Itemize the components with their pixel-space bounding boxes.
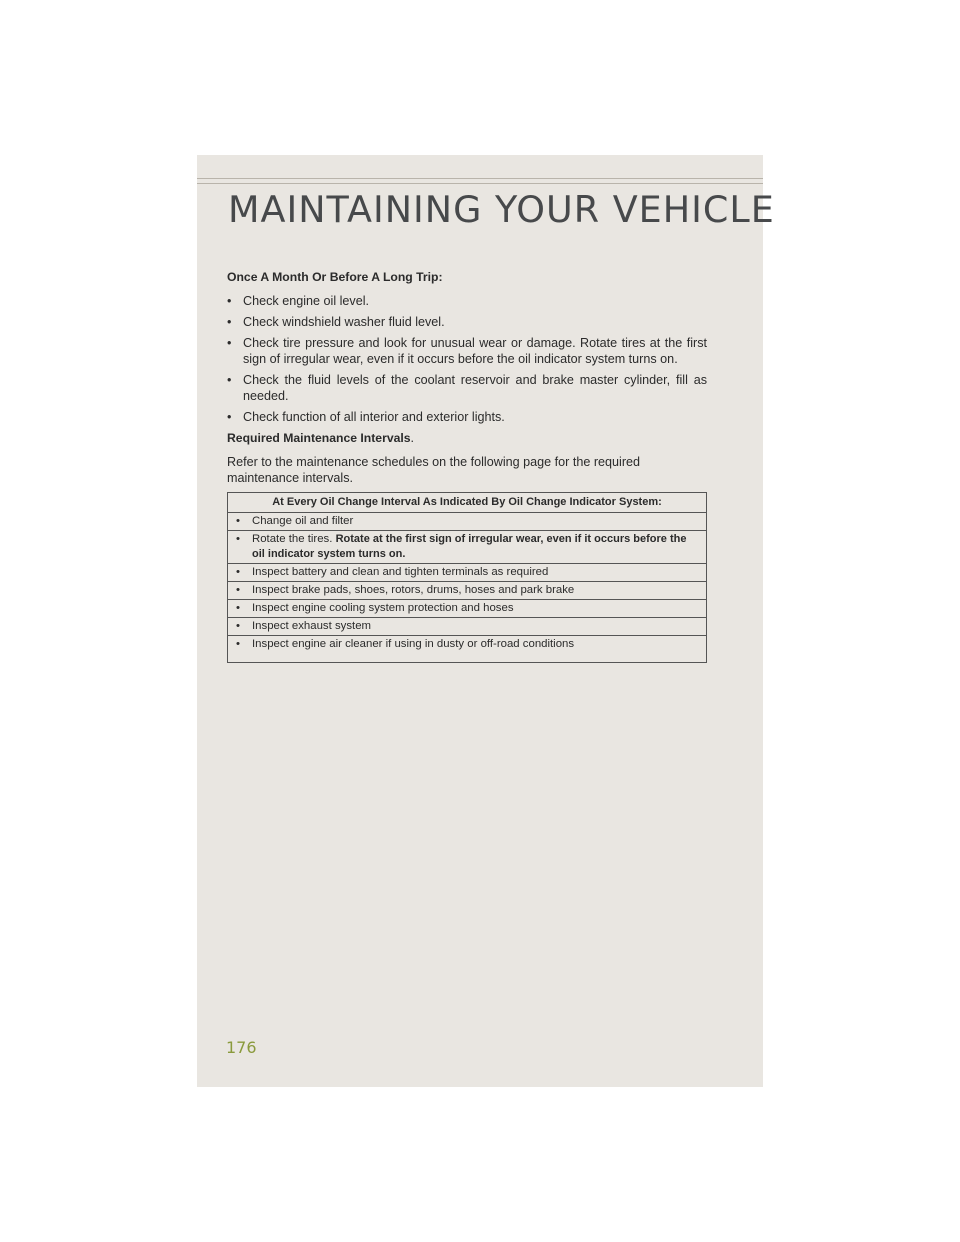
table-cell-text: Inspect engine air cleaner if using in dusty or off-road conditions — [252, 638, 575, 650]
list-item — [227, 372, 707, 404]
list-item — [227, 409, 707, 425]
table-cell-text: Inspect engine cooling system protection and hoses — [252, 602, 514, 614]
header-rule-bottom — [197, 183, 763, 184]
monthly-heading: Once A Month Or Before A Long Trip: — [227, 270, 443, 284]
table-cell-text: Change oil and filter — [252, 515, 354, 527]
intervals-paragraph: Refer to the maintenance schedules on the following page for the required maintenance intervals. — [227, 455, 641, 485]
table-cell-emphasis: Rotate at the first sign of irregular wear, even if it occurs before the oil indicator system turns on. — [252, 533, 687, 560]
list-item-text: Check windshield washer fluid level. — [243, 315, 445, 329]
bullet-icon: • — [236, 620, 240, 632]
table-header: At Every Oil Change Interval As Indicated By Oil Change Indicator System: — [228, 493, 707, 513]
list-item-text: Check the fluid levels of the coolant reservoir and brake master cylinder, fill as needed. — [243, 373, 707, 403]
page-number: 176 — [226, 1038, 257, 1057]
intervals-heading-line — [227, 430, 707, 446]
table-row — [228, 531, 707, 564]
table-cell-text: Inspect brake pads, shoes, rotors, drums, hoses and park brake — [252, 584, 575, 596]
bullet-icon: • — [227, 294, 232, 308]
table-row — [228, 618, 707, 636]
table-cell-text: Inspect battery and clean and tighten terminals as required — [252, 566, 549, 578]
manual-page — [197, 155, 775, 1087]
page-content — [227, 269, 707, 663]
section-title: MAINTAINING YOUR VEHICLE — [228, 188, 775, 231]
bullet-icon: • — [236, 533, 240, 545]
bullet-icon: • — [227, 373, 232, 387]
list-item — [227, 293, 707, 309]
table-cell-text: Rotate the tires. — [252, 533, 333, 545]
intervals-heading-suffix: . — [410, 431, 415, 445]
monthly-checklist — [227, 293, 707, 425]
table-cell-text: Inspect exhaust system — [252, 620, 372, 632]
bullet-icon: • — [236, 602, 240, 614]
list-item-text: Check tire pressure and look for unusual wear or damage. Rotate tires at the first sign of irregular wear, even if it occurs before the oil indicator system turns on. — [243, 336, 707, 366]
bullet-icon: • — [236, 566, 240, 578]
list-item-text: Check function of all interior and exterior lights. — [243, 410, 505, 424]
table-row — [228, 513, 707, 531]
bullet-icon: • — [227, 410, 232, 424]
maintenance-table — [227, 492, 707, 663]
bullet-icon: • — [236, 584, 240, 596]
table-row — [228, 564, 707, 582]
bullet-icon: • — [236, 515, 240, 527]
intervals-heading: Required Maintenance Intervals — [227, 431, 411, 445]
list-item-text: Check engine oil level. — [243, 294, 370, 308]
table-row — [228, 582, 707, 600]
list-item — [227, 335, 707, 367]
header-rule-top — [197, 178, 763, 179]
bullet-icon: • — [227, 336, 232, 350]
bullet-icon: • — [227, 315, 232, 329]
table-header-row — [228, 493, 707, 513]
bullet-icon: • — [236, 638, 240, 650]
table-row — [228, 636, 707, 663]
table-row — [228, 600, 707, 618]
list-item — [227, 314, 707, 330]
